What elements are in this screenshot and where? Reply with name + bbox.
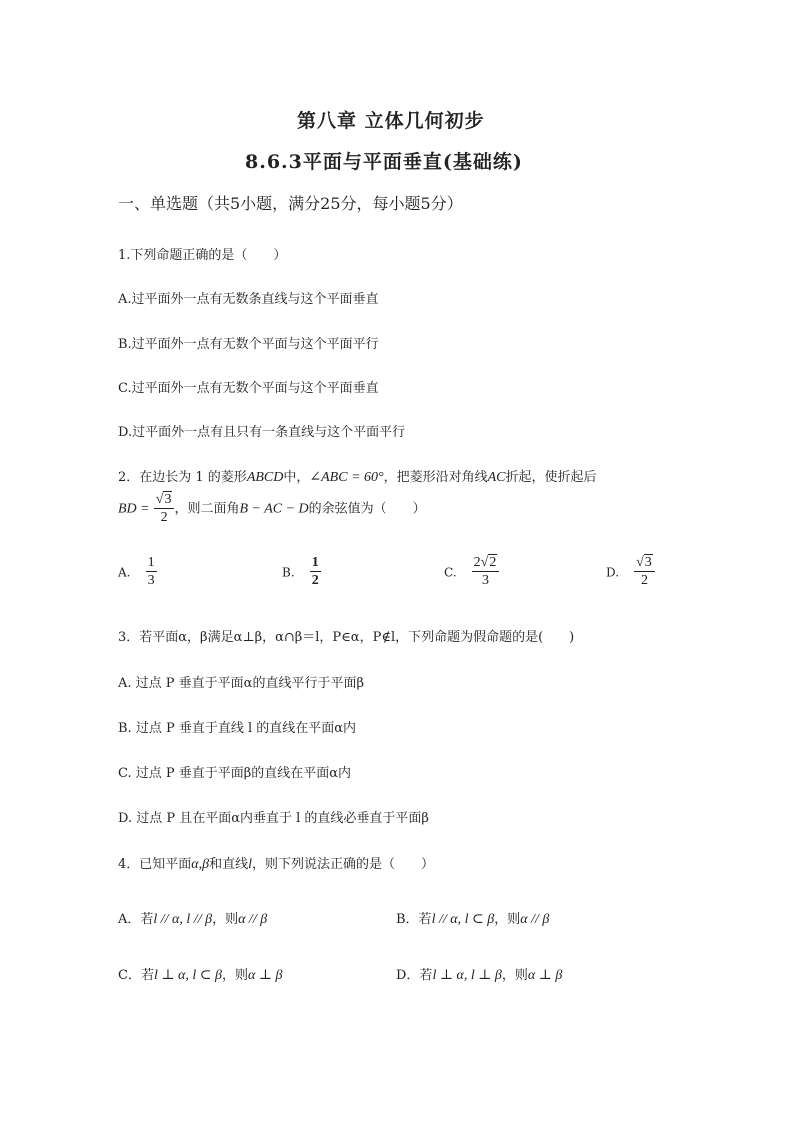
q2-option-a: A. $\frac{1}{3}$ [118, 555, 155, 589]
q2-option-c: C. $\frac{2√2}{3}$ [444, 555, 499, 589]
q2-line2: BD = $\frac{√3}{2}$ ，则二面角B − AC − D的余弦值为（ ） [118, 492, 426, 526]
q2-option-b: B. $\frac{1}{2}$ [282, 555, 319, 589]
q4-option-d: D．若l ⊥ α, l ⊥ β，则α ⊥ β [396, 968, 563, 983]
q1-stem: 1.下列命题正确的是（ ） [118, 248, 287, 263]
q4-option-a: A．若l // α, l // β，则α // β [118, 912, 268, 927]
q3-stem: 3．若平面α，β满足α⊥β，α∩β＝l，P∈α，P∉l，下列命题为假命题的是( ) [118, 630, 575, 645]
rhombus-name: ABCD [246, 470, 284, 485]
q4-option-b: B．若l // α, l ⊂ β，则α // β [396, 912, 550, 927]
bd-fraction: $\frac{√3}{2}$ [154, 492, 175, 526]
chapter-title: 第八章 立体几何初步 [297, 110, 485, 132]
q3-option-c: C. 过点 P 垂直于平面β的直线在平面α内 [118, 766, 352, 781]
q2-line1: 2．在边长为 1 的菱形ABCD中，∠ABC = 60°，把菱形沿对角线AC折起，使折起后 [118, 470, 597, 485]
q3-option-d: D. 过点 P 且在平面α内垂直于 l 的直线必垂直于平面β [118, 811, 429, 826]
q3-option-a: A. 过点 P 垂直于平面α的直线平行于平面β [118, 676, 364, 691]
q1-option-c: C.过平面外一点有无数个平面与这个平面垂直 [118, 381, 379, 396]
diagonal-ac: AC [487, 470, 506, 485]
q1-option-a: A.过平面外一点有无数条直线与这个平面垂直 [118, 292, 379, 307]
q1-option-b: B.过平面外一点有无数个平面与这个平面平行 [118, 337, 379, 352]
q1-option-d: D.过平面外一点有且只有一条直线与这个平面平行 [118, 425, 406, 440]
lesson-title: 8.6.3平面与平面垂直(基础练) [245, 151, 523, 173]
angle-abc: ∠ABC = 60° [309, 470, 384, 485]
q4-stem: 4．已知平面α,β和直线l，则下列说法正确的是（ ） [118, 857, 435, 872]
q3-option-b: B. 过点 P 垂直于直线 l 的直线在平面α内 [118, 721, 357, 736]
q4-option-c: C．若l ⊥ α, l ⊂ β，则α ⊥ β [118, 968, 283, 983]
section-heading: 一、单选题（共5小题，满分25分，每小题5分） [118, 194, 463, 213]
q2-option-d: D. $\frac{√3}{2}$ [606, 555, 655, 589]
dihedral-angle: B − AC − D [239, 501, 309, 517]
